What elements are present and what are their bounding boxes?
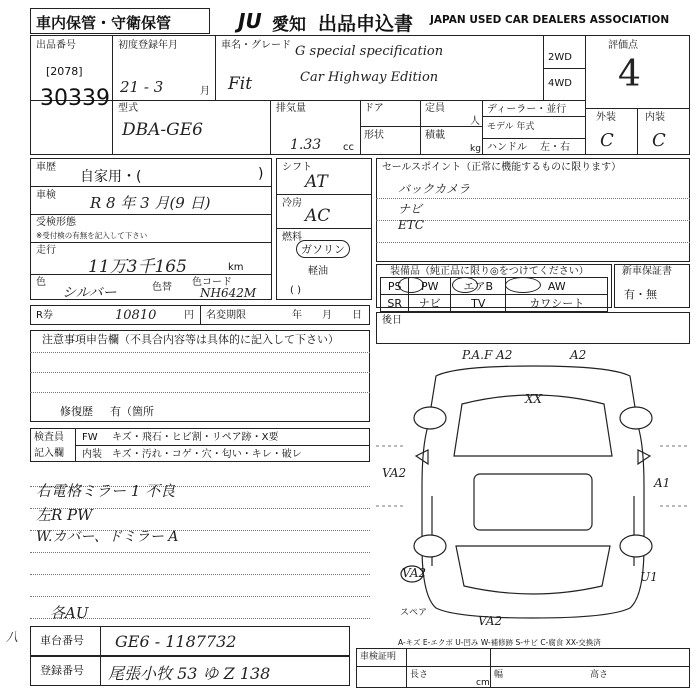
receive-label: 受検形態 (36, 217, 76, 228)
pw-circle (452, 277, 478, 293)
car-damage-diagram (376, 346, 690, 636)
association-name: JAPAN USED CAR DEALERS ASSOCIATION (430, 14, 670, 26)
interior-grade: C (652, 130, 666, 151)
lot-sub-number: [2078] (46, 65, 83, 78)
name-change-year: 年 (292, 310, 302, 321)
exterior-label: 外装 (596, 112, 616, 123)
shape-label: 形状 (364, 130, 384, 141)
score-label: 評価点 (608, 40, 638, 51)
storage-tag: 車内保管・守衛保管 (36, 14, 172, 32)
exterior-grade: C (600, 130, 614, 151)
repair-history-value: 有（箇所 (110, 405, 154, 418)
damage-label-front-right: A2 (570, 348, 587, 362)
2wd-label: 2WD (548, 52, 572, 63)
fuel-label: 燃料 (282, 232, 302, 243)
car-name-label: 車名・グレード (221, 40, 291, 51)
score-value: 4 (618, 54, 641, 95)
history-value: 自家用・( (80, 169, 142, 185)
damage-legend: A-キズ E-エクボ U-凹み W-補修跡 S-サビ C-腐食 XX-交換済 (398, 638, 601, 647)
logo-mark: JU (238, 9, 262, 33)
mileage-value: 11万3千165 (88, 257, 187, 277)
later-date-block (376, 312, 690, 344)
capacity-unit: 人 (470, 116, 480, 127)
first-registration-label: 初度登録年月 (118, 40, 178, 51)
equip-airbag: エアB (451, 278, 506, 295)
sales-point-2: ナビ (398, 202, 423, 216)
certificate-label: 車検証明 (360, 652, 397, 662)
equip-navi: ナビ (409, 295, 451, 312)
equip-leather-seat: カワシート (506, 295, 608, 312)
warranty-value: 有・無 (624, 288, 657, 301)
first-registration-unit: 月 (200, 86, 210, 97)
model-year-label: モデル 年式 (487, 122, 535, 132)
logo-prefecture: 愛知 (272, 15, 306, 35)
handwritten-note-3: W.カバー、ドミラー A (36, 529, 179, 545)
name-change-label: 名変期限 (206, 310, 246, 321)
later-date-label: 後日 (382, 315, 402, 326)
vehicle-detail-block (30, 158, 272, 300)
first-registration-value: 21 - 3 (120, 78, 164, 96)
damage-label-left-door: VA2 (382, 466, 407, 480)
repair-history-label: 修復歴 (60, 405, 93, 418)
equip-tv: TV (451, 295, 506, 312)
damage-label-rear: VA2 (478, 614, 503, 628)
grade-line-1: G special specification (295, 44, 444, 59)
mileage-unit: km (228, 262, 244, 273)
left-margin-mark: 八 (6, 630, 19, 644)
displacement-value: 1.33 (290, 137, 322, 153)
dealer-label: ディーラー・並行 (487, 104, 567, 115)
registration-value: 尾張小牧 53 ゆ Z 138 (108, 664, 271, 683)
sales-point-1: バックカメラ (398, 182, 471, 196)
receive-note: ※受付検の有無を記入して下さい (36, 231, 148, 240)
caution-label: 注意事項申告欄（不具合内容等は具体的に記入して下さい） (42, 333, 339, 346)
4wd-label: 4WD (548, 78, 572, 89)
equipment-label: 装備品（純正品に限り◎をつけてください） (390, 266, 589, 277)
color-change-label: 色替 (152, 282, 172, 293)
inspection-value: R 8 年 3 月(9 日) (90, 194, 211, 212)
length-label: 長さ (410, 670, 429, 680)
sales-point-block (376, 158, 690, 262)
damage-label-rear-right: U1 (640, 570, 658, 584)
ps-circle (398, 277, 424, 293)
lot-number: 30339 (40, 86, 110, 111)
fuel-value-circled: ガソリン (296, 240, 350, 258)
equip-ps: PS (381, 278, 409, 295)
handwritten-note-2: 左R PW (36, 506, 93, 524)
fuel-alt: 軽油 (308, 266, 328, 277)
car-name-value: Fit (228, 74, 253, 94)
length-unit: cm (476, 678, 490, 688)
sales-point-3: ETC (398, 218, 424, 232)
load-label: 積載 (425, 130, 445, 141)
damage-label-right-door: A1 (654, 476, 671, 490)
damage-label-front-left: P.A.F A2 (462, 348, 513, 362)
shift-value: AT (305, 172, 328, 192)
height-label: 高さ (590, 670, 609, 680)
handwritten-note-1: 右電格ミラー 1 不良 (36, 482, 176, 500)
equip-pw: PW (409, 278, 451, 295)
chassis-label: 車台番号 (40, 634, 84, 647)
history-label: 車歴 (36, 162, 56, 173)
recycle-label: R券 (36, 310, 53, 321)
mileage-label: 走行 (36, 245, 56, 256)
shift-label: シフト (282, 162, 312, 173)
ac-label: 冷房 (282, 198, 302, 209)
recycle-value: 10810 (115, 308, 157, 323)
interior-check-items: キズ・汚れ・コゲ・穴・匂い・キレ・破レ (112, 449, 302, 460)
note-field-label: 記入欄 (34, 448, 64, 459)
displacement-unit: cc (343, 142, 354, 153)
recycle-unit: 円 (184, 310, 194, 321)
chassis-value: GE6 - 1187732 (115, 632, 237, 651)
handle-label: ハンドル (487, 142, 527, 153)
inspection-label: 車検 (36, 190, 56, 201)
color-code-label: 色コード (192, 277, 232, 288)
equip-sr: SR (381, 295, 409, 312)
damage-label-replaced: XX (525, 392, 543, 406)
displacement-label: 排気量 (276, 103, 306, 114)
ac-value: AC (305, 206, 331, 226)
airbag-circle (505, 277, 541, 293)
fw-items: キズ・飛石・ヒビ割・リペア跡・X要 (112, 432, 279, 443)
fw-label: FW (82, 432, 98, 443)
spare-label: スペア (400, 608, 428, 618)
name-change-day: 日 (352, 310, 362, 321)
inspector-label: 検査員 (34, 432, 64, 443)
load-unit: kg (470, 144, 481, 154)
registration-label: 登録番号 (40, 664, 84, 677)
handwritten-note-4: 各AU (50, 604, 89, 622)
interior-label: 内装 (645, 112, 665, 123)
warranty-label: 新車保証書 (622, 266, 672, 277)
color-label: 色 (36, 277, 46, 288)
capacity-label: 定員 (425, 103, 445, 114)
doors-label: ドア (364, 103, 384, 114)
grade-line-2: Car Highway Edition (300, 70, 439, 85)
model-value: DBA-GE6 (122, 120, 203, 140)
sales-point-label: セールスポイント（正常に機能するものに限ります） (382, 162, 622, 173)
lot-number-label: 出品番号 (36, 40, 76, 51)
model-label: 型式 (118, 103, 138, 114)
interior-check-label: 内装 (82, 449, 102, 460)
fuel-paren: ( ) (290, 285, 301, 296)
form-title: 出品申込書 (318, 13, 414, 35)
handle-options: 左・右 (540, 142, 570, 153)
equip-aw: AW (506, 278, 608, 295)
color-value: シルバー (62, 285, 117, 301)
history-close: ) (258, 166, 264, 182)
color-code-value: NH642M (200, 286, 257, 300)
width-label: 幅 (494, 670, 504, 680)
name-change-month: 月 (322, 310, 332, 321)
damage-label-rear-left: VA2 (402, 566, 427, 580)
